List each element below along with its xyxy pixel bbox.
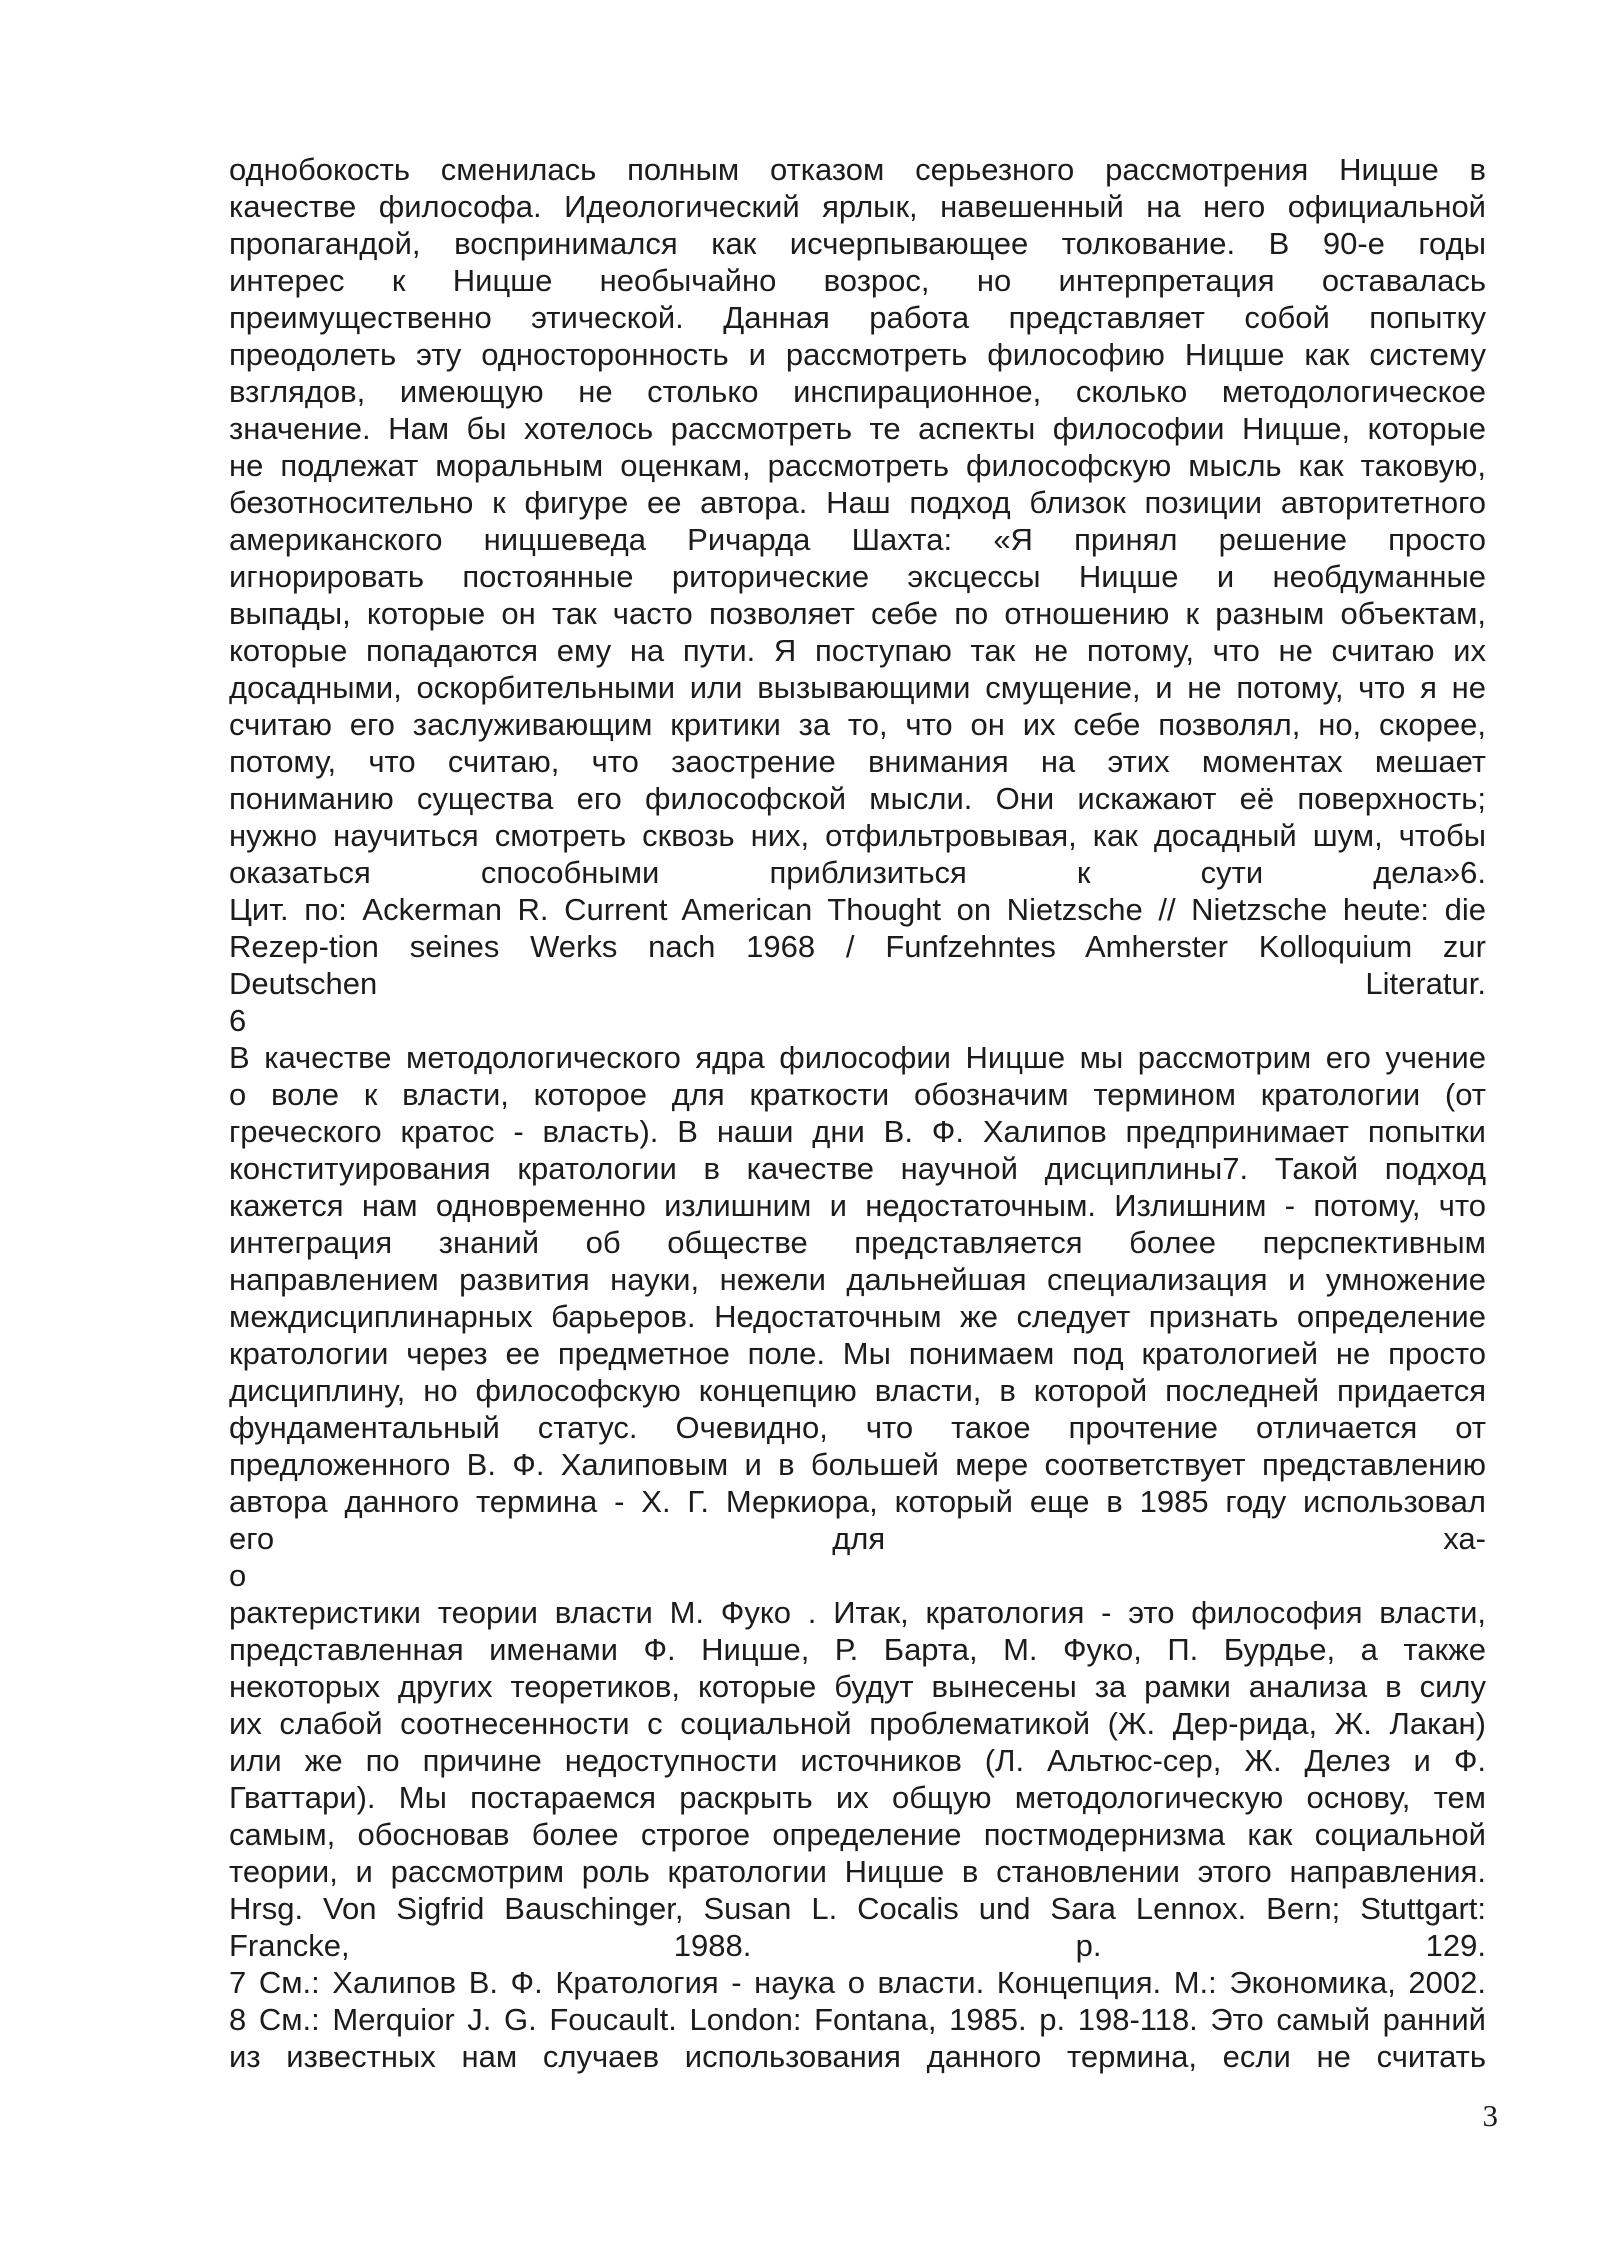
text-line: нужно научиться смотреть сквозь них, отфильтровывая, как досадный шум, чтобы	[229, 818, 1486, 853]
text-line: направлением развития науки, нежели дальнейшая специализация и умножение	[229, 1262, 1486, 1297]
text-line: его для ха-	[229, 1521, 1486, 1556]
text-line: или же по причине недоступности источников (Л. Альтюс-сер, Ж. Делез и Ф.	[229, 1743, 1486, 1778]
footnote-line: Deutschen Literatur.	[229, 966, 1486, 1001]
text-line: В качестве методологического ядра философии Ницше мы рассмотрим его учение	[229, 1040, 1486, 1075]
text-line: пониманию существа его философской мысли. Они искажают её поверхность;	[229, 781, 1486, 816]
text-line: считаю его заслуживающим критики за то, что он их себе позволял, но, скорее,	[229, 707, 1486, 742]
footnote-line: 7 См.: Халипов В. Ф. Кратология - наука о власти. Концепция. М.: Экономика, 2002.	[229, 1965, 1486, 2000]
text-line: предложенного В. Ф. Халиповым и в большей мере соответствует представлению	[229, 1447, 1486, 1482]
text-line: Гваттари). Мы постараемся раскрыть их общую методологическую основу, тем	[229, 1780, 1486, 1815]
text-line: интеграция знаний об обществе представляется более перспективным	[229, 1225, 1486, 1260]
text-line: оказаться способными приблизиться к сути дела»6.	[229, 855, 1486, 890]
text-line: игнорировать постоянные риторические эксцессы Ницше и необдуманные	[229, 559, 1486, 594]
text-line: автора данного термина - Х. Г. Меркиора, который еще в 1985 году использовал	[229, 1484, 1486, 1519]
text-line: интерес к Ницше необычайно возрос, но интерпретация оставалась	[229, 263, 1486, 298]
text-line: их слабой соотнесенности с социальной проблематикой (Ж. Дер-рида, Ж. Лакан)	[229, 1706, 1486, 1741]
text-line: безотносительно к фигуре ее автора. Наш подход близок позиции авторитетного	[229, 485, 1486, 520]
footnote-marker: о	[229, 1558, 247, 1593]
text-line: конституирования кратологии в качестве научной дисциплины7. Такой подход	[229, 1151, 1486, 1186]
page-number: 3	[1482, 2098, 1498, 2133]
footnote-line: из известных нам случаев использования данного термина, если не считать	[229, 2039, 1486, 2074]
text-line: которые попадаются ему на пути. Я поступаю так не потому, что не считаю их	[229, 633, 1486, 668]
text-line: дисциплину, но философскую концепцию власти, в которой последней придается	[229, 1373, 1486, 1408]
text-line: значение. Нам бы хотелось рассмотреть те аспекты философии Ницше, которые	[229, 411, 1486, 446]
text-line: американского ницшеведа Ричарда Шахта: «Я принял решение просто	[229, 522, 1486, 557]
text-line: однобокость сменилась полным отказом серьезного рассмотрения Ницше в	[229, 152, 1486, 187]
footnote-line: Rezep-tion seines Werks nach 1968 / Funfzehntes Amherster Kolloquium zur	[229, 929, 1486, 964]
text-line: взглядов, имеющую не столько инспирационное, сколько методологическое	[229, 374, 1486, 409]
text-line: представленная именами Ф. Ницше, Р. Барта, М. Фуко, П. Бурдье, а также	[229, 1632, 1486, 1667]
text-line: качестве философа. Идеологический ярлык, навешенный на него официальной	[229, 189, 1486, 224]
text-line: досадными, оскорбительными или вызывающими смущение, и не потому, что я не	[229, 670, 1486, 705]
text-line: рактеристики теории власти М. Фуко . Итак, кратология - это философия власти,	[229, 1595, 1486, 1630]
text-line: фундаментальный статус. Очевидно, что такое прочтение отличается от	[229, 1410, 1486, 1445]
text-line: некоторых других теоретиков, которые будут вынесены за рамки анализа в силу	[229, 1669, 1486, 1704]
text-line: кажется нам одновременно излишним и недостаточным. Излишним - потому, что	[229, 1188, 1486, 1223]
footnote-marker: 6	[229, 1003, 247, 1038]
footnote-line: 8 См.: Merquior J. G. Foucault. London: Fontana, 1985. p. 198-118. Это самый ранний	[229, 2002, 1486, 2037]
text-line: пропагандой, воспринимался как исчерпывающее толкование. В 90-е годы	[229, 226, 1486, 261]
text-line: междисциплинарных барьеров. Недостаточным же следует признать определение	[229, 1299, 1486, 1334]
text-line: самым, обосновав более строгое определение постмодернизма как социальной	[229, 1817, 1486, 1852]
text-line: кратологии через ее предметное поле. Мы понимаем под кратологией не просто	[229, 1336, 1486, 1371]
text-line: греческого кратос - власть). В наши дни В. Ф. Халипов предпринимает попытки	[229, 1114, 1486, 1149]
text-line: теории, и рассмотрим роль кратологии Ницше в становлении этого направления.	[229, 1854, 1486, 1889]
text-line: потому, что считаю, что заострение внимания на этих моментах мешает	[229, 744, 1486, 779]
text-line: преодолеть эту односторонность и рассмотреть философию Ницше как систему	[229, 337, 1486, 372]
body-text	[229, 151, 1486, 2075]
footnote-line: Francke, 1988. p. 129.	[229, 1928, 1486, 1963]
text-line: преимущественно этической. Данная работа представляет собой попытку	[229, 300, 1486, 335]
text-line: выпады, которые он так часто позволяет себе по отношению к разным объектам,	[229, 596, 1486, 631]
footnote-line: Цит. по: Ackerman R. Current American Thought on Nietzsche // Nietzsche heute: die	[229, 892, 1486, 927]
footnote-line: Hrsg. Von Sigfrid Bauschinger, Susan L. Cocalis und Sara Lennox. Bern; Stuttgart:	[229, 1891, 1486, 1926]
text-line: не подлежат моральным оценкам, рассмотреть философскую мысль как таковую,	[229, 448, 1486, 483]
text-line: о воле к власти, которое для краткости обозначим термином кратологии (от	[229, 1077, 1486, 1112]
